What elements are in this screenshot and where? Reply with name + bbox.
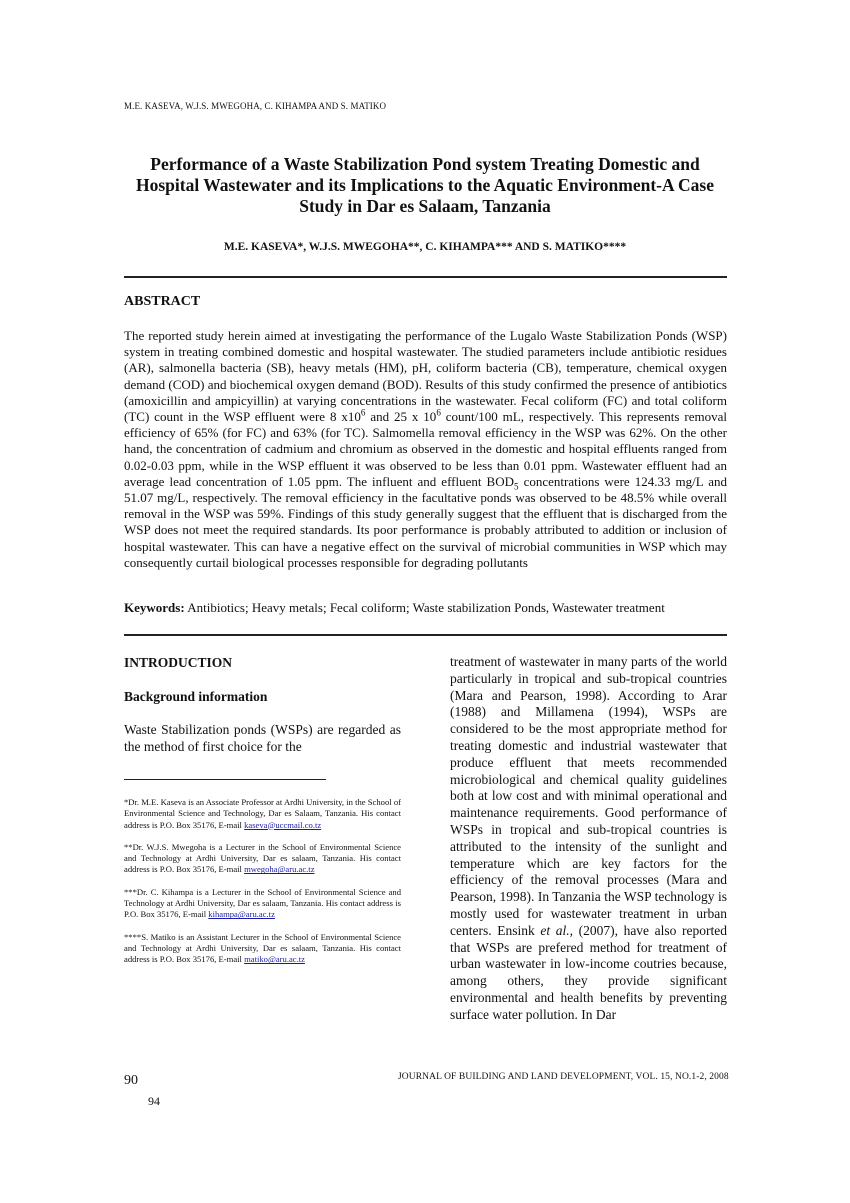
footnote-4: ****S. Matiko is an Assistant Lecturer in the School of Environmental Science and Technology at Ardhi University, Dar es salaam, Tanzania. His contact address is P.O. Box 35176, E-mail matiko@aru.ac.tz — [124, 931, 401, 965]
footnote-1: *Dr. M.E. Kaseva is an Associate Professor at Ardhi University, in the School of Environmental Science and Technology, Dar es Salaam, Tanzania. His contact address is P.O. Box 35176, E-mail kaseva@uccmail.co.tz — [124, 797, 401, 830]
keywords-label: Keywords: — [124, 600, 185, 615]
footnote-rule — [124, 779, 326, 780]
section-divider — [124, 634, 727, 636]
background-subheading: Background information — [124, 689, 268, 704]
top-divider — [124, 276, 727, 278]
footnotes — [124, 797, 401, 977]
email-link[interactable]: kihampa@aru.ac.tz — [208, 909, 275, 920]
page-number: 90 — [124, 1073, 138, 1088]
footnote-2: **Dr. W.J.S. Mwegoha is a Lecturer in the School of Environmental Science and Technology at Ardhi University, Dar es salaam, Tanzania. His contact address is P.O. Box 35176, E-mail mwegoha@aru.ac.tz — [124, 841, 401, 875]
footnote-3: ***Dr. C. Kihampa is a Lecturer in the School of Environmental Science and Technology at Ardhi University, Dar es salaam, Tanzania. His contact address is P.O. Box 35176, E-mail kihampa@aru.ac.tz — [124, 886, 401, 920]
original-page-number: 94 — [148, 1094, 160, 1108]
keywords — [124, 600, 727, 616]
abstract-heading: ABSTRACT — [124, 294, 201, 309]
email-link[interactable]: mwegoha@aru.ac.tz — [244, 864, 315, 875]
keywords-list: Antibiotics; Heavy metals; Fecal coliform; Waste stabilization Ponds, Wastewater treatment — [187, 600, 665, 615]
paper-title: Performance of a Waste Stabilization Pond system Treating Domestic and Hospital Wastewater and its Implications to the Aquatic Environment-A Case Study in Dar es Salaam, Tanzania — [135, 154, 715, 216]
introduction-heading: INTRODUCTION — [124, 655, 233, 670]
email-link[interactable]: matiko@aru.ac.tz — [244, 954, 305, 965]
intro-left-text: Waste Stabilization ponds (WSPs) are regarded as the method of first choice for the — [124, 722, 401, 754]
journal-footer: JOURNAL OF BUILDING AND LAND DEVELOPMENT, VOL. 15, NO.1-2, 2008 — [398, 1072, 729, 1082]
email-link[interactable]: kaseva@uccmail.co.tz — [244, 819, 322, 830]
running-head: M.E. KASEVA, W.J.S. MWEGOHA, C. KIHAMPA AND S. MATIKO — [124, 101, 387, 111]
abstract-body: The reported study herein aimed at investigating the performance of the Lugalo Waste Stabilization Ponds (WSP) system in treating combined domestic and hospital wastewater. The studied parameters include antibiotic residues (AR), salmonella bacteria (SB), heavy metals (HM), pH, coliform bacteria (CB), temperature, chemical oxygen demand (COD) and biochemical oxygen demand (BOD). Results of this study confirmed the presence of antibiotics (amoxicillin and ampicyillin) at varying concentrations in the wastewater. Fecal coliform (FC) and total coliform (TC) count in the WSP effluent were 8 $x10^6$ and 25 x $10^6$ count/100 mL, respectively. This represents removal efficiency of 65% (for FC) and 63% (for TC). Salmomella removal efficiency in the WSP was 62%. On the other hand, the concentration of cadmium and chromium as observed in the domestic and hospital effluents ranged from 0.02-0.03 ppm, while in the WSP effluent it was observed to be less than 0.01 ppm. Wastewater effluent had an average lead concentration of 1.05 ppm. The influent and effluent $BOD_5$ concentrations were 124.33 mg/L and 51.07 mg/L, respectively. The removal efficiency in the facultative ponds was observed to be 48.5% while overall removal in the WSP was 59%. Findings of this study generally suggest that the effluent that is discharged from the WSP does not meet the required standards. Its poor performance is probably attributed to addition or inclusion of hospital wastewater. This can have a negative effect on the survival of microbial communities in WSP which may consequently curtail biological processes responsible for degrading pollutants — [124, 328, 728, 570]
intro-right-column: treatment of wastewater in many parts of the world particularly in tropical and sub-tropical countries (Mara and Pearson, 1998). According to Arar (1988) and Millamena (1994), WSPs are considered to be the most appropriate method for treating domestic and industrial wastewater that produce effluent that meets recommended microbiological and chemical quality guidelines both at low cost and with minimal operational and maintenance requirements. Good performance of WSPs in tropical and sub-tropical countries is attributed to the intensity of the sunlight and temperature which are key factors for the efficiency of the removal processes (Mara and Pearson, 1998). In Tanzania the WSP technology is mostly used for wastewater treatment in urban centers. Ensink et al., (2007), have also reported that WSPs are prefered method for treatment of urban wastewater in low-income coutries because, among others, they provide significant environmental and health benefits by preventing surface water pollution. In Dar — [450, 654, 728, 1022]
author-list: M.E. KASEVA*, W.J.S. MWEGOHA**, C. KIHAMPA*** AND S. MATIKO**** — [223, 241, 627, 253]
